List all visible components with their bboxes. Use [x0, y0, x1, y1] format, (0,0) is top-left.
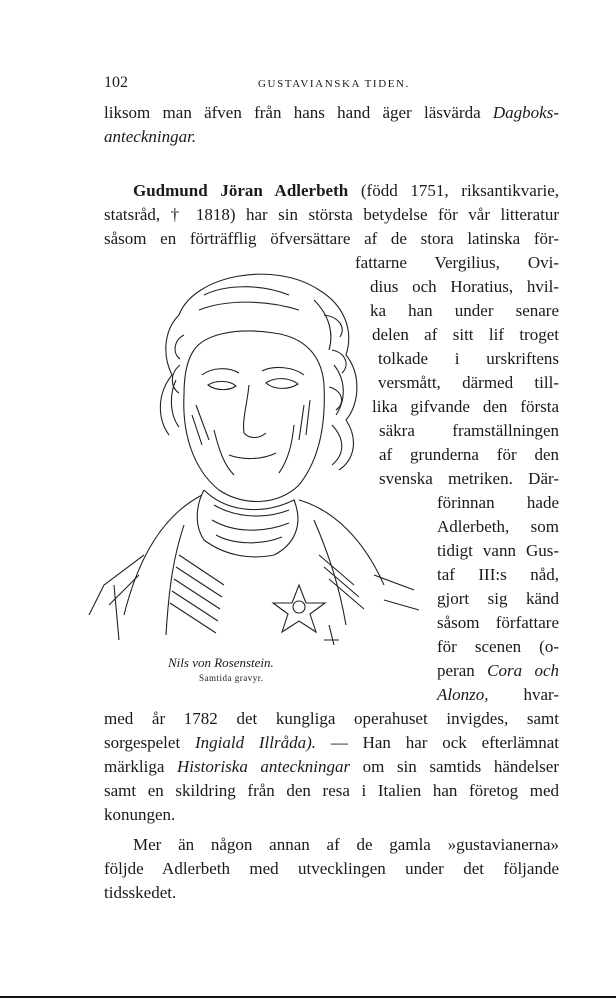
- text-line: ka han under senare: [370, 301, 559, 320]
- text-line: konungen.: [104, 805, 176, 824]
- page-number: 102: [104, 74, 128, 91]
- person-name: Gudmund Jöran Adlerbeth: [133, 181, 349, 200]
- text-line: dius och Horatius, hvil-: [370, 277, 559, 296]
- text-line: såsom en förträfflig öfversättare af de stora latinska för-: [104, 229, 559, 248]
- text-line: gjort sig känd: [437, 589, 559, 608]
- text-line: tolkade i urskriftens: [378, 349, 559, 368]
- text-line: för scenen (o-: [437, 637, 559, 656]
- text-line: tidigt vann Gus-: [437, 541, 559, 560]
- text-line: följde Adlerbeth med utvecklingen under det följande: [104, 859, 559, 878]
- text-line: märkliga Historiska anteckningar om sin samtids händelser: [104, 757, 559, 776]
- text-line: fattarne Vergilius, Ovi-: [355, 253, 559, 272]
- text-line: af grunderna för den: [379, 445, 559, 464]
- text-line: anteckningar.: [104, 127, 197, 146]
- text-line: lika gifvande den första: [372, 397, 559, 416]
- text-line: versmått, därmed till-: [378, 373, 559, 392]
- figure-caption: Nils von Rosenstein.: [168, 655, 274, 670]
- text-line: svenska metriken. Där-: [379, 469, 559, 488]
- text-line: Gudmund Jöran Adlerbeth (född 1751, riksantikvarie,: [133, 181, 559, 200]
- text-line: statsråd, † 1818) har sin största betydelse för vår litteratur: [104, 205, 559, 224]
- text-line: med år 1782 det kungliga operahuset invigdes, samt: [104, 709, 559, 728]
- text-line: taf III:s nåd,: [437, 565, 559, 584]
- text-line: tidsskedet.: [104, 883, 177, 902]
- text-line: såsom författare: [437, 613, 559, 632]
- text-line: Mer än någon annan af de gamla »gustavianerna»: [133, 835, 559, 854]
- figure-caption-note: Samtida gravyr.: [199, 673, 264, 683]
- text-line: förinnan hade: [437, 493, 559, 512]
- text-line: säkra framställningen: [379, 421, 559, 440]
- page-edge-rule: [0, 996, 616, 998]
- text-line: delen af sitt lif troget: [372, 325, 559, 344]
- text-line: liksom man äfven från hans hand äger läsvärda Dagboks-: [104, 103, 559, 122]
- text-line: samt en skildring från den resa i Italien han företog med: [104, 781, 559, 800]
- text-line: Adlerbeth, som: [437, 517, 559, 536]
- portrait-engraving: [84, 255, 429, 655]
- text-line: Alonzo, hvar-: [437, 685, 559, 704]
- text-line: peran Cora och: [437, 661, 559, 680]
- running-head: GUSTAVIANSKA TIDEN.: [258, 78, 410, 90]
- text-line: sorgespelet Ingiald Illråda). — Han har ock efterlämnat: [104, 733, 559, 752]
